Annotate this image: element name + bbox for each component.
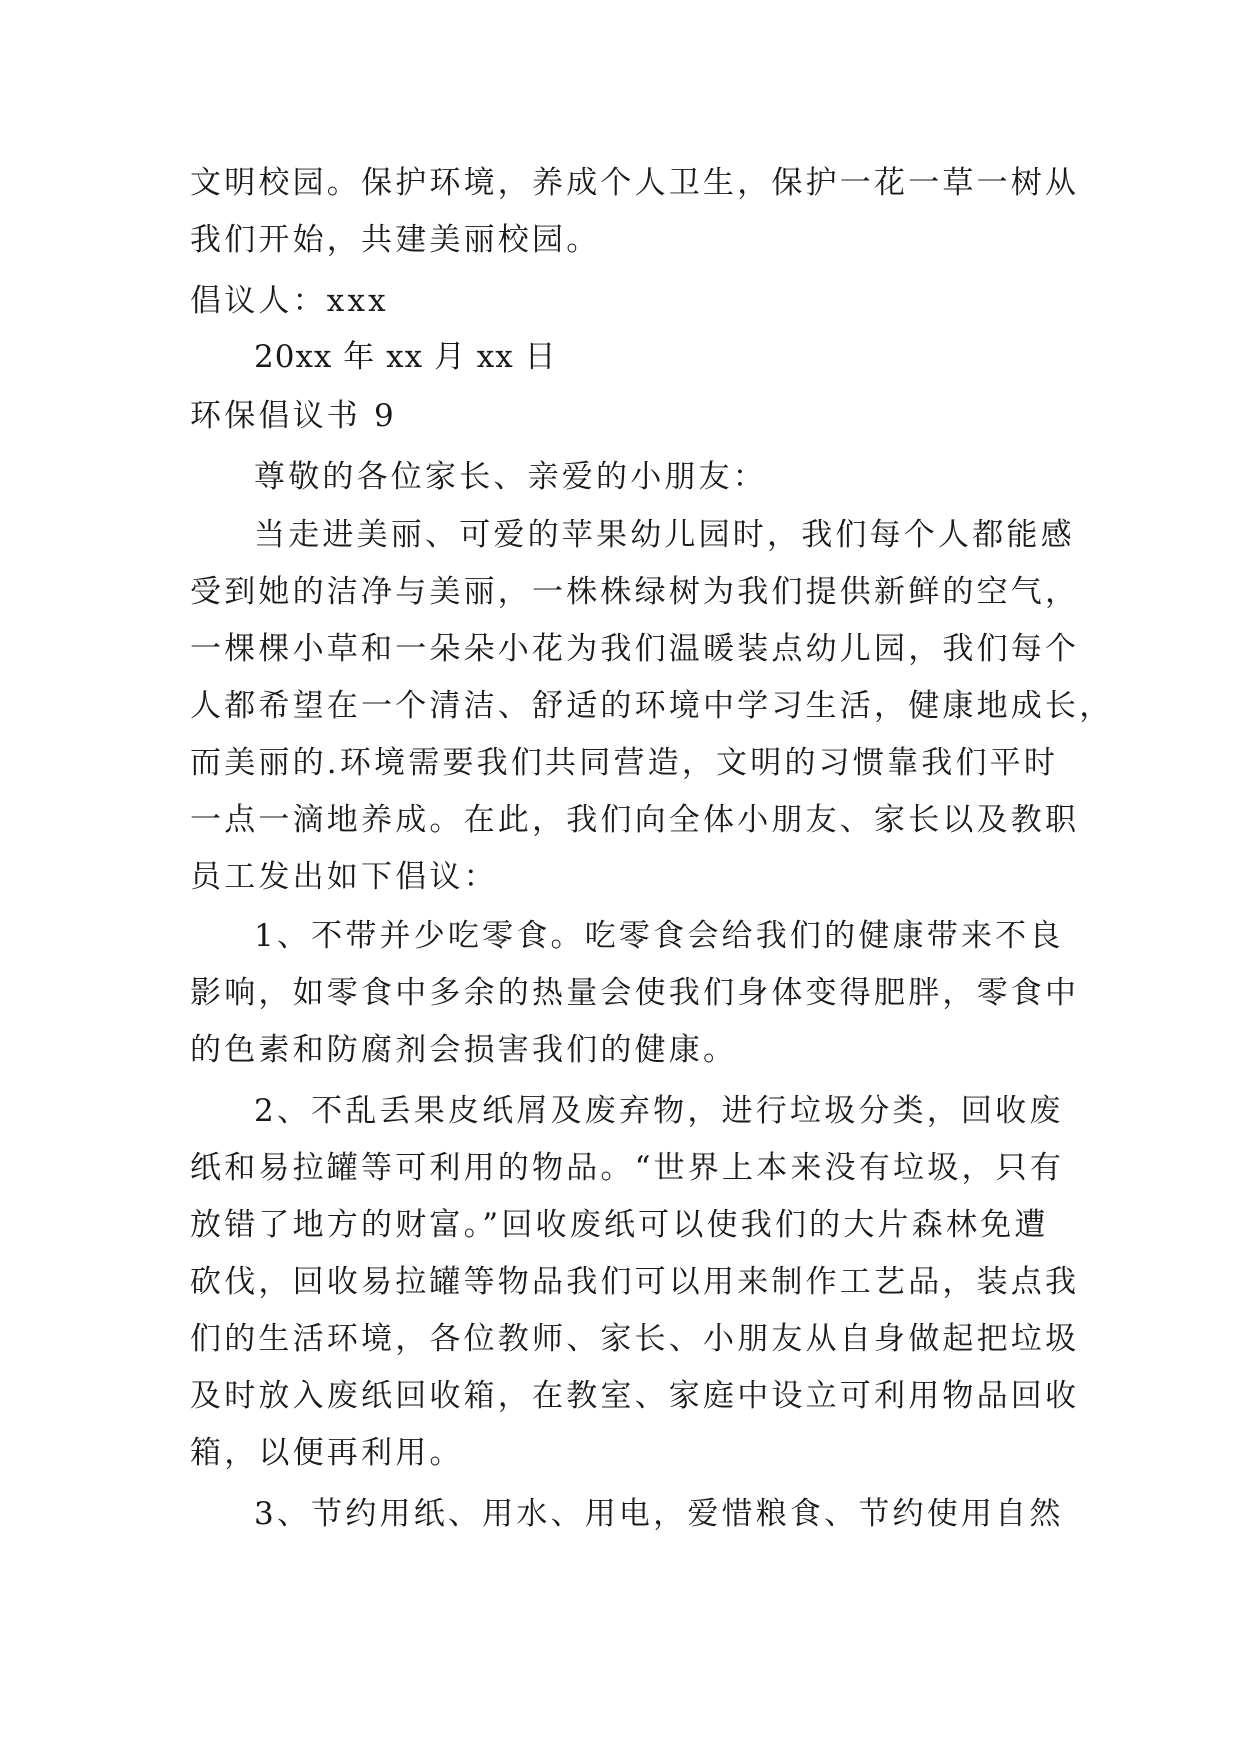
- list-item-line: 1、不带并少吃零食。吃零食会给我们的健康带来不良: [254, 918, 1064, 954]
- date-line: 20xx 年 xx 月 xx 日: [254, 339, 557, 375]
- paragraph-line: 影响，如零食中多余的热量会使我们身体变得肥胖，零食中: [190, 975, 1080, 1011]
- paragraph-line: 及时放入废纸回收箱，在教室、家庭中设立可利用物品回收: [190, 1378, 1080, 1414]
- paragraph-line: 的色素和防腐剂会损害我们的健康。: [190, 1032, 738, 1068]
- list-item-line: 3、节约用纸、用水、用电，爱惜粮食、节约使用自然: [254, 1496, 1064, 1532]
- paragraph-line: 箱，以便再利用。: [190, 1435, 464, 1471]
- paragraph-line: 一点一滴地养成。在此，我们向全体小朋友、家长以及教职: [190, 802, 1080, 838]
- paragraph-line: 而美丽的.环境需要我们共同营造，文明的习惯靠我们平时: [190, 745, 1059, 781]
- section-title: 环保倡议书 9: [190, 398, 397, 434]
- paragraph-line: 我们开始，共建美丽校园。: [190, 222, 601, 258]
- paragraph-line: 人都希望在一个清洁、舒适的环境中学习生活，健康地成长，: [190, 688, 1114, 724]
- paragraph-line: 放错了地方的财富。”回收废纸可以使我们的大片森林免遭: [190, 1207, 1049, 1243]
- paragraph-line: 文明校园。保护环境，养成个人卫生，保护一花一草一树从: [190, 165, 1080, 201]
- paragraph-line: 砍伐，回收易拉罐等物品我们可以用来制作工艺品，装点我: [190, 1264, 1080, 1300]
- list-item-line: 2、不乱丢果皮纸屑及废弃物，进行垃圾分类，回收废: [254, 1093, 1064, 1129]
- paragraph-line: 们的生活环境，各位教师、家长、小朋友从自身做起把垃圾: [190, 1321, 1080, 1357]
- paragraph-line: 员工发出如下倡议：: [190, 859, 498, 895]
- paragraph-line: 受到她的洁净与美丽，一株株绿树为我们提供新鲜的空气，: [190, 574, 1080, 610]
- paragraph-line: 纸和易拉罐等可利用的物品。“世界上本来没有垃圾，只有: [190, 1150, 1065, 1186]
- signatory-line: 倡议人：xxx: [190, 283, 389, 319]
- paragraph-line: 一棵棵小草和一朵朵小花为我们温暖装点幼儿园，我们每个: [190, 631, 1080, 667]
- salutation-line: 尊敬的各位家长、亲爱的小朋友：: [254, 459, 767, 495]
- paragraph-line: 当走进美丽、可爱的苹果幼儿园时，我们每个人都能感: [254, 517, 1075, 553]
